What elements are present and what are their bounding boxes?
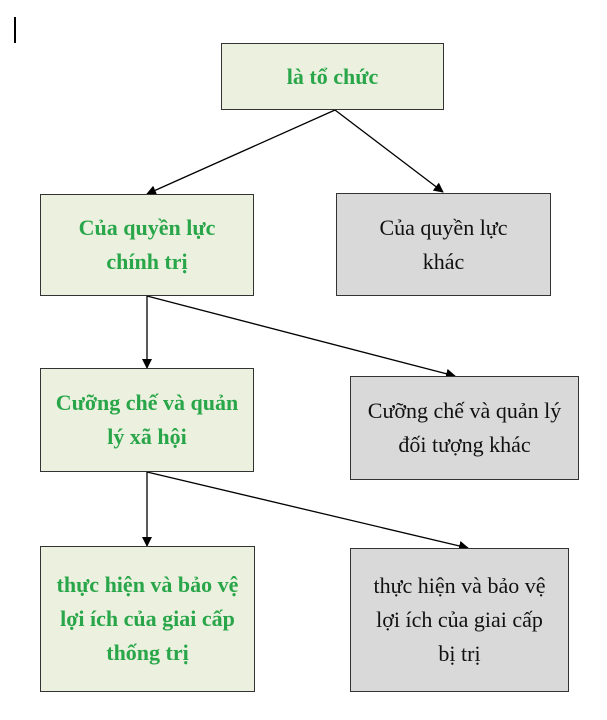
node-root xyxy=(221,43,444,110)
node-right-level1 xyxy=(336,193,551,296)
node-left-level1-label: Của quyền lực chính trị xyxy=(78,215,216,274)
node-left-level2 xyxy=(40,368,254,472)
arrow-l1-to-l2-right xyxy=(147,296,455,376)
node-left-level2-label: Cưỡng chế và quản lý xã hội xyxy=(55,390,239,449)
node-root-label: là tổ chức xyxy=(286,63,379,89)
arrow-l2-to-l3-right xyxy=(147,472,468,548)
node-right-level3-label: thực hiện và bảo vệ lợi ích của giai cấp bị trị xyxy=(373,573,546,666)
node-right-level2-label: Cưỡng chế và quản lý đối tượng khác xyxy=(367,398,562,457)
node-left-level3 xyxy=(40,546,255,692)
arrow-root-to-right xyxy=(335,110,443,192)
node-left-level1 xyxy=(40,194,254,296)
node-left-level3-label: thực hiện và bảo vệ lợi ích của giai cấp thống trị xyxy=(56,572,239,665)
node-right-level1-label: Của quyền lực khác xyxy=(379,214,508,274)
arrow-root-to-left xyxy=(147,110,335,194)
node-right-level2 xyxy=(350,376,579,480)
node-right-level3 xyxy=(350,548,569,692)
